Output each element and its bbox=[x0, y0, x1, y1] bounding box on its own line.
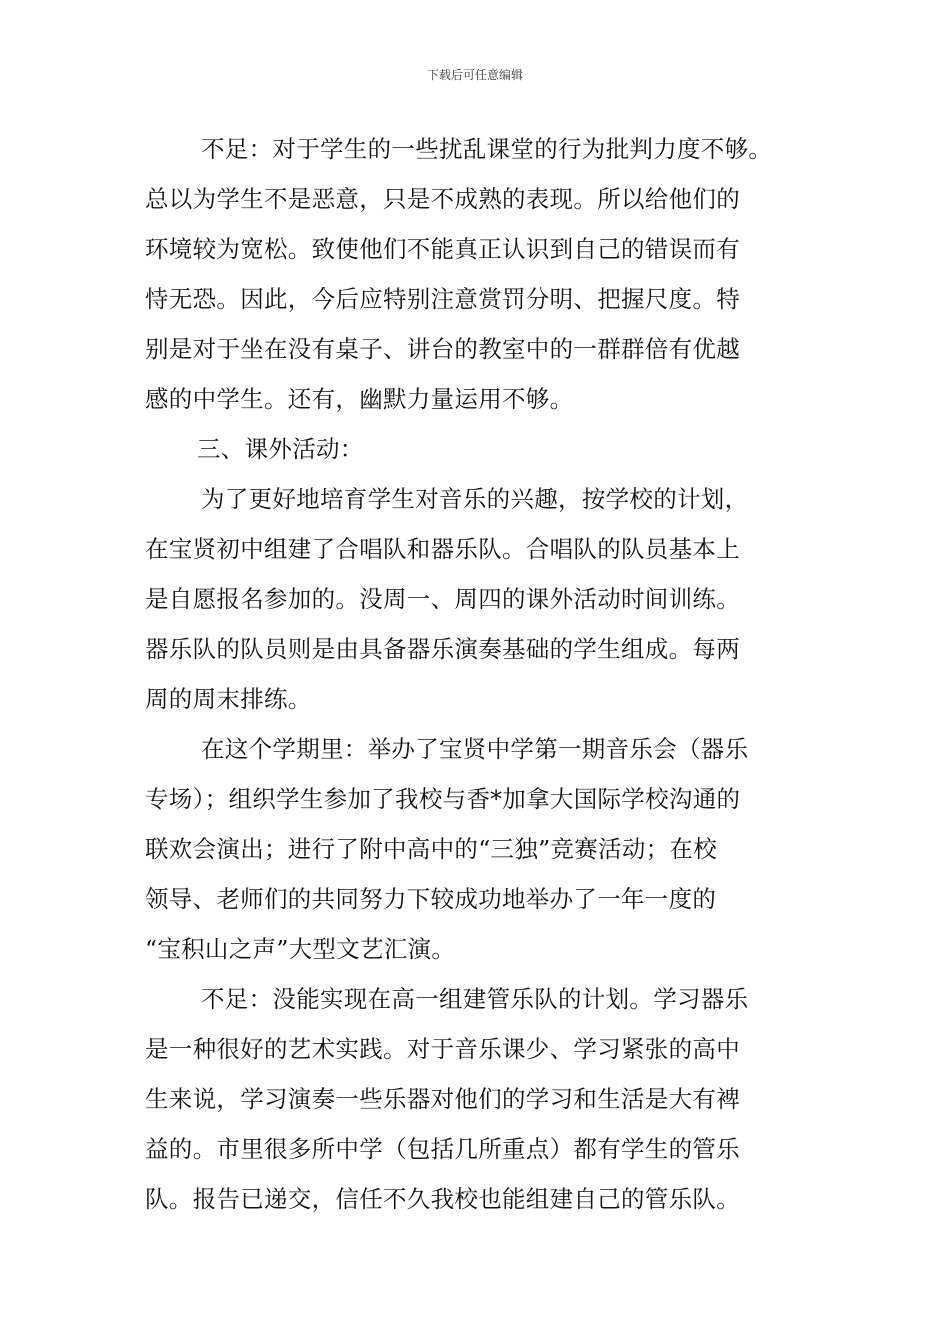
paragraph-line: 领导、老师们的共同努力下较成功地举办了一年一度的 bbox=[145, 885, 717, 913]
paragraph-line: 恃无恐。因此，今后应特别注意赏罚分明、把握尺度。特 bbox=[145, 285, 740, 313]
paragraph-line: 在宝贤初中组建了合唱队和器乐队。合唱队的队员基本上 bbox=[145, 535, 740, 563]
paragraph-line: 为了更好地培育学生对音乐的兴趣，按学校的计划， bbox=[201, 485, 749, 513]
paragraph-line: 专场）；组织学生参加了我校与香*加拿大国际学校沟通的 bbox=[145, 785, 741, 813]
paragraph-line: 联欢会演出；进行了附中高中的“三独”竞赛活动；在校 bbox=[145, 835, 718, 863]
paragraph-line: 感的中学生。还有，幽默力量运用不够。 bbox=[145, 385, 574, 413]
paragraph-line: 总以为学生不是恶意，只是不成熟的表现。所以给他们的 bbox=[145, 185, 740, 213]
paragraph-line: 益的。市里很多所中学（包括几所重点）都有学生的管乐 bbox=[145, 1135, 740, 1163]
paragraph-line: 生来说，学习演奏一些乐器对他们的学习和生活是大有裨 bbox=[145, 1085, 740, 1113]
section-heading: 三、课外活动： bbox=[197, 435, 364, 463]
paragraph-line: 周的周末排练。 bbox=[145, 685, 312, 713]
paragraph-line: 在这个学期里：举办了宝贤中学第一期音乐会（器乐 bbox=[201, 735, 749, 763]
paragraph-line: 是自愿报名参加的。没周一、周四的课外活动时间训练。 bbox=[145, 585, 740, 613]
page-header: 下载后可任意编辑 bbox=[426, 68, 523, 82]
paragraph-line: 不足：没能实现在高一组建管乐队的计划。学习器乐 bbox=[201, 985, 749, 1013]
paragraph-line: 别是对于坐在没有桌子、讲台的教室中的一群群倍有优越 bbox=[145, 335, 740, 363]
document-body bbox=[145, 124, 810, 1224]
paragraph-line: 环境较为宽松。致使他们不能真正认识到自己的错误而有 bbox=[145, 235, 740, 263]
paragraph-line: 队。报告已递交，信任不久我校也能组建自己的管乐队。 bbox=[145, 1185, 740, 1213]
paragraph-line: “宝积山之声”大型文艺汇演。 bbox=[145, 935, 456, 963]
paragraph-line: 器乐队的队员则是由具备器乐演奏基础的学生组成。每两 bbox=[145, 635, 740, 663]
paragraph-line: 是一种很好的艺术实践。对于音乐课少、学习紧张的高中 bbox=[145, 1035, 740, 1063]
paragraph-line: 不足：对于学生的一些扰乱课堂的行为批判力度不够。 bbox=[201, 135, 773, 163]
